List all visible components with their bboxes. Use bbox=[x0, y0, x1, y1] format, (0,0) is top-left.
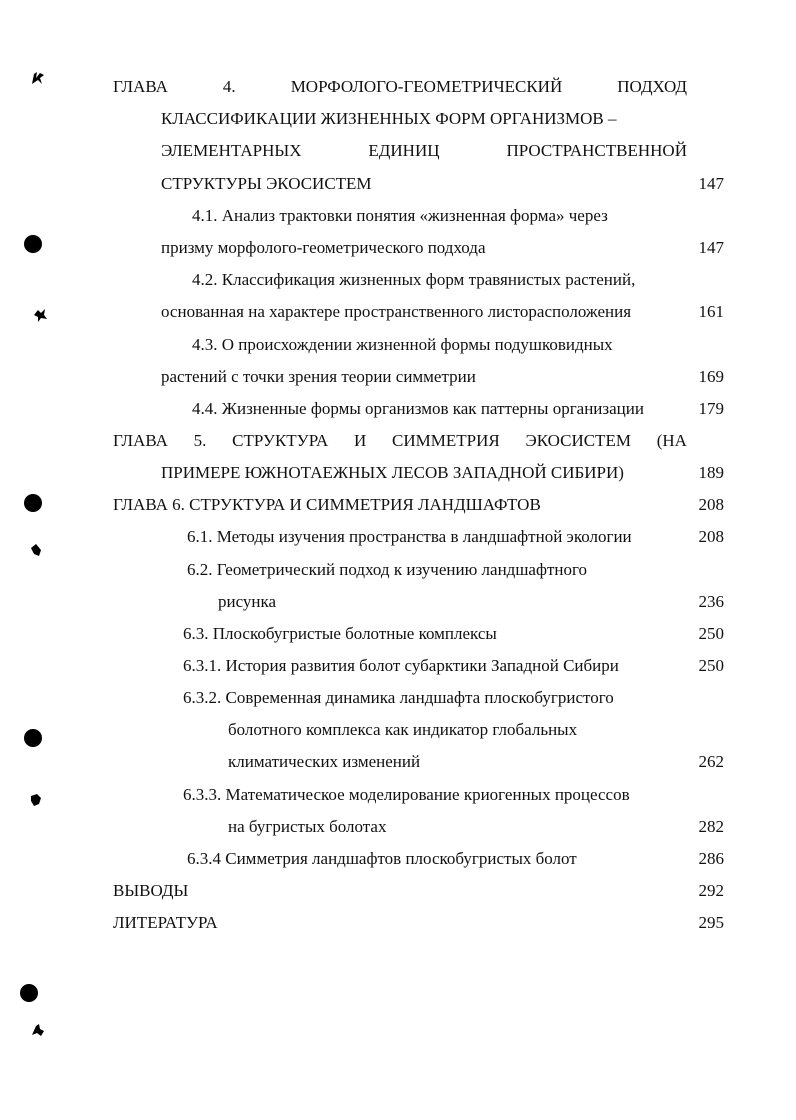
toc-section-6-3-4-line-1: 6.3.4 Симметрия ландшафтов плоскобугристых болот bbox=[187, 849, 577, 868]
page-number: 250 bbox=[698, 624, 724, 643]
page-number: 189 bbox=[698, 463, 724, 482]
page-number: 208 bbox=[698, 495, 724, 514]
binding-mark-icon bbox=[29, 542, 43, 558]
binding-mark-icon bbox=[32, 307, 48, 323]
toc-chapter-4-line-3: ЭЛЕМЕНТАРНЫХ ЕДИНИЦ ПРОСТРАНСТВЕННОЙ bbox=[161, 141, 687, 160]
page-number: 250 bbox=[698, 656, 724, 675]
toc-chapter-5-line-2: ПРИМЕРЕ ЮЖНОТАЕЖНЫХ ЛЕСОВ ЗАПАДНОЙ СИБИРИ) bbox=[161, 463, 624, 482]
page-number: 147 bbox=[698, 174, 724, 193]
toc-section-4-4-line-1: 4.4. Жизненные формы организмов как паттерны организации bbox=[192, 399, 644, 418]
page-number: 169 bbox=[698, 367, 724, 386]
page-number: 236 bbox=[698, 592, 724, 611]
toc-chapter-6-line-1: ГЛАВА 6. СТРУКТУРА И СИММЕТРИЯ ЛАНДШАФТОВ bbox=[113, 495, 541, 514]
toc-chapter-5-line-1: ГЛАВА 5. СТРУКТУРА И СИММЕТРИЯ ЭКОСИСТЕМ (НА bbox=[113, 431, 687, 450]
toc-section-6-2-line-2: рисунка bbox=[218, 592, 277, 611]
toc-section-4-3-line-1: 4.3. О происхождении жизненной формы подушковидных bbox=[192, 335, 613, 354]
toc-section-6-3-2-line-2: болотного комплекса как индикатор глобальных bbox=[228, 720, 578, 739]
punch-hole-icon bbox=[24, 235, 42, 253]
page-number: 262 bbox=[698, 752, 724, 771]
page-number: 292 bbox=[698, 881, 724, 900]
toc-conclusions: ВЫВОДЫ bbox=[113, 881, 189, 900]
page-number: 282 bbox=[698, 817, 724, 836]
page-number: 161 bbox=[698, 302, 724, 321]
toc-section-6-3-2-line-1: 6.3.2. Современная динамика ландшафта плоскобугристого bbox=[183, 688, 614, 707]
punch-hole-icon bbox=[20, 984, 38, 1002]
binding-mark-icon bbox=[28, 792, 44, 808]
toc-section-6-3-1-line-1: 6.3.1. История развития болот субарктики Западной Сибири bbox=[183, 656, 619, 675]
page-number: 179 bbox=[698, 399, 724, 418]
punch-hole-icon bbox=[24, 494, 42, 512]
toc-section-4-2-line-2: основанная на характере пространственного листорасположения bbox=[161, 302, 632, 321]
page-number: 286 bbox=[698, 849, 724, 868]
toc-chapter-4-line-2: КЛАССИФИКАЦИИ ЖИЗНЕННЫХ ФОРМ ОРГАНИЗМОВ – bbox=[161, 109, 617, 128]
page-number: 208 bbox=[698, 527, 724, 546]
toc-section-4-1-line-2: призму морфолого-геометрического подхода bbox=[161, 238, 486, 257]
toc-section-6-3-3-line-1: 6.3.3. Математическое моделирование криогенных процессов bbox=[183, 785, 630, 804]
toc-section-6-3-2-line-3: климатических изменений bbox=[228, 752, 421, 771]
toc-section-4-1-line-1: 4.1. Анализ трактовки понятия «жизненная форма» через bbox=[192, 206, 608, 225]
toc-literature: ЛИТЕРАТУРА bbox=[113, 913, 218, 932]
toc-section-6-3-3-line-2: на бугристых болотах bbox=[228, 817, 387, 836]
page-number: 295 bbox=[698, 913, 724, 932]
toc-chapter-4-line-1: ГЛАВА 4. МОРФОЛОГО-ГЕОМЕТРИЧЕСКИЙ ПОДХОД bbox=[113, 77, 687, 96]
toc-section-4-2-line-1: 4.2. Классификация жизненных форм травянистых растений, bbox=[192, 270, 636, 289]
punch-hole-icon bbox=[24, 729, 42, 747]
toc-section-6-2-line-1: 6.2. Геометрический подход к изучению ландшафтного bbox=[187, 560, 588, 579]
toc-section-4-3-line-2: растений с точки зрения теории симметрии bbox=[161, 367, 476, 386]
toc-section-6-1-line-1: 6.1. Методы изучения пространства в ландшафтной экологии bbox=[187, 527, 632, 546]
page-number: 147 bbox=[698, 238, 724, 257]
toc-chapter-4-line-4: СТРУКТУРЫ ЭКОСИСТЕМ bbox=[161, 174, 372, 193]
binding-mark-icon bbox=[30, 1022, 46, 1038]
toc-section-6-3-line-1: 6.3. Плоскобугристые болотные комплексы bbox=[183, 624, 497, 643]
binding-mark-icon bbox=[30, 70, 48, 86]
